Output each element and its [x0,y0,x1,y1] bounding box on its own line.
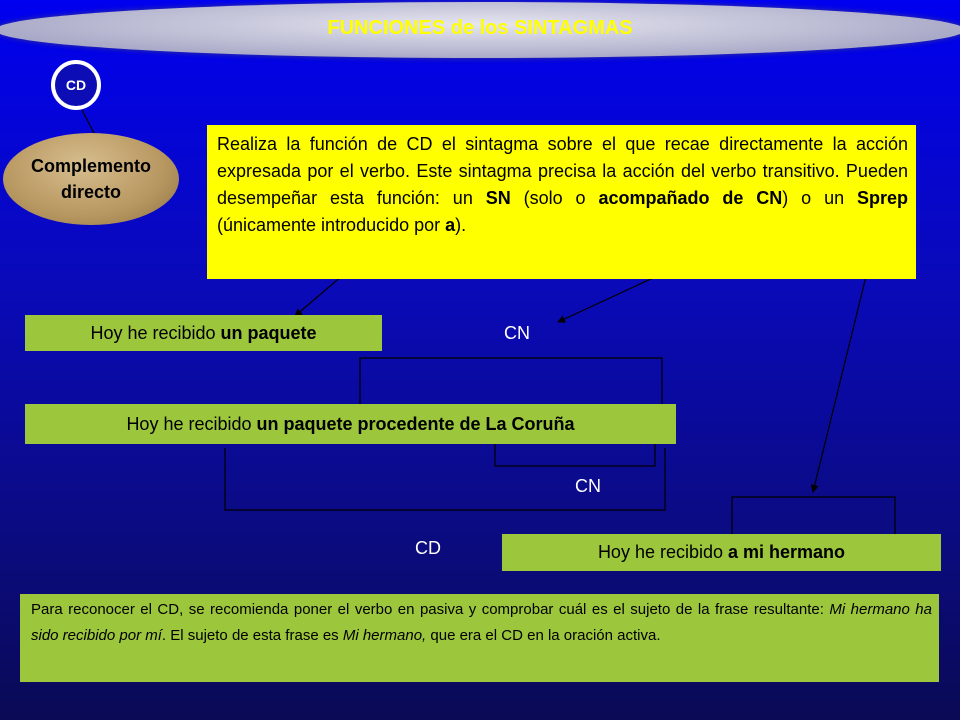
concept-ellipse [3,133,179,225]
cd-badge-label: CD [65,77,87,93]
bracket-sprep [732,497,895,534]
badge-connector [82,110,95,135]
arrow-sprep [813,248,873,492]
label-cn-2: CN [575,476,601,496]
cd-badge [51,60,101,110]
definition-box: Realiza la función de CD el sintagma sobre el que recae directamente la acción expresada por el verbo. Este sintagma precisa la acción del verbo transitivo. Pueden desempeñar esta función: un SN (solo o acompañado de CN) o un Sprep (únicamente introducido por a). [207,125,916,279]
label-cd: CD [415,538,441,558]
example-sprep: Hoy he recibido a mi hermano [502,534,941,571]
label-cn-1: CN [504,323,530,343]
example-sn-cn: Hoy he recibido un paquete procedente de La Coruña [25,404,676,444]
page-title: FUNCIONES de los SINTAGMAS [327,17,633,39]
bracket-cn-top [360,358,662,404]
concept-label: Complemento directo [30,156,151,202]
example-sn: Hoy he recibido un paquete [25,315,382,351]
bracket-cn-bottom [495,444,655,466]
note-box: Para reconocer el CD, se recomienda poner el verbo en pasiva y comprobar cuál es el sujeto de la frase resultante: Mi hermano ha sido recibido por mí. El sujeto de esta frase es Mi hermano, que era el CD en la oración activa. [20,594,939,682]
